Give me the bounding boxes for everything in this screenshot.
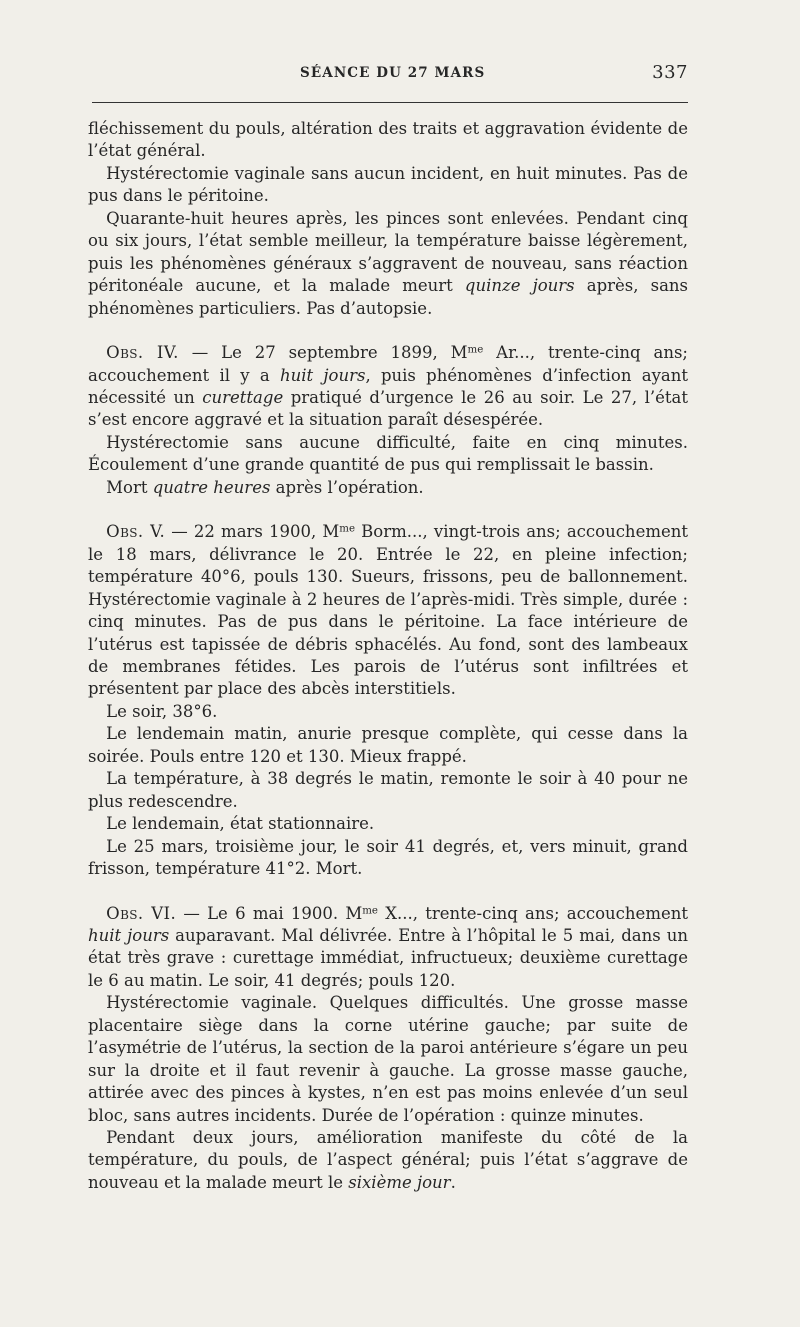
header-rule: [92, 102, 688, 103]
text-run: Le 25 mars, troisième jour, le soir 41 degrés, et, vers minuit, grand frisson, température 41°2. Mort.: [88, 836, 688, 879]
paragraph: [88, 208, 688, 320]
paragraph: [88, 768, 688, 813]
text-run: Le soir, 38°6.: [106, 701, 218, 721]
paragraph: [88, 163, 688, 208]
observation-label: Obs. VI.: [106, 903, 177, 923]
italic-text: huit jours: [88, 925, 170, 945]
text-run: Mort: [106, 477, 153, 497]
italic-text: sixième jour: [348, 1172, 451, 1192]
text-run: après, sans phénomènes particuliers. Pas d’autopsie.: [88, 276, 688, 318]
superscript: me: [362, 904, 378, 916]
italic-text: quinze jours: [464, 276, 575, 296]
text-run: Borm..., vingt-trois ans; accouchement le 18 mars, délivrance le 20. Entrée le 22, en pleine infection; température 40°6, pouls 130. Sueurs, frissons, peu de ballonnement. Hystérectomie vaginale à 2 heures de l’après-midi. Très simple, durée : cinq minutes. Pas de pus dans le péritoine. La face intérieure de l’utérus est tapissée de débris sphacélés. Au fond, sont des lambeaux de membranes fétides. Les parois de l’utérus sont infiltrées et présentent par place des abcès interstitiels.: [88, 522, 688, 699]
observation-paragraph: [88, 342, 688, 432]
text-run: Le lendemain matin, anurie presque complète, qui cesse dans la soirée. Pouls entre 120 et 130. Mieux frappé.: [88, 724, 688, 766]
paragraph: [88, 1127, 688, 1194]
text-run: — 22 mars 1900, M: [165, 522, 340, 542]
page-number: 337: [652, 62, 688, 83]
paragraph: [88, 477, 688, 499]
italic-text: huit jours: [279, 365, 366, 385]
text-run: La température, à 38 degrés le matin, remonte le soir à 40 pour ne plus redescendre.: [88, 769, 688, 811]
paragraph: [88, 701, 688, 723]
observation-label: Obs. IV.: [106, 343, 179, 363]
paragraph: [88, 813, 688, 835]
paragraph: [88, 836, 688, 881]
observation-paragraph: [88, 903, 688, 993]
text-run: fléchissement du pouls, altération des traits et aggravation évidente de l’état général.: [88, 119, 688, 161]
superscript: me: [339, 523, 356, 535]
observation-label: Obs. V.: [106, 522, 166, 542]
text-run: Ar..., trente-cinq ans; accouchement il y a: [88, 343, 688, 385]
page-header: [92, 62, 688, 86]
text-run: Hystérectomie vaginale. Quelques difficultés. Une grosse masse placentaire siège dans la corne utérine gauche; par suite de l’asymétrie de l’utérus, la section de la paroi antérieure s’égare un peu sur la droite et il faut revenir à gauche. La grosse masse gauche, attirée avec des pinces à kystes, n’en est pas moins enlevée d’un seul bloc, sans autres incidents. Durée de l’opération : quinze minutes.: [88, 993, 688, 1125]
paragraph: [88, 992, 688, 1127]
superscript: me: [467, 344, 484, 356]
observation-paragraph: [88, 521, 688, 701]
text-run: Le lendemain, état stationnaire.: [106, 814, 375, 834]
text-run: .: [450, 1172, 456, 1192]
text-run: Hystérectomie vaginale sans aucun incident, en huit minutes. Pas de pus dans le péritoine.: [88, 163, 688, 206]
italic-text: curettage: [202, 387, 284, 407]
text-run: Quarante-huit heures après, les pinces sont enlevées. Pendant cinq ou six jours, l’état semble meilleur, la température baisse légèrement, puis les phénomènes généraux s’aggravent de nouveau, sans réaction péritonéale aucune, et la malade meurt: [88, 208, 688, 296]
text-run: — Le 27 septembre 1899, M: [178, 343, 468, 363]
text-run: Pendant deux jours, amélioration manifeste du côté de la température, du pouls, de l’aspect général; puis l’état s’aggrave de nouveau et la malade meurt le: [88, 1128, 688, 1192]
text-run: , puis phénomènes d’infection ayant nécessité un: [88, 365, 689, 407]
paragraph: [88, 118, 688, 163]
text-run: Hystérectomie sans aucune difficulté, faite en cinq minutes. Écoulement d’une grande quantité de pus qui remplissait le bassin.: [88, 432, 688, 475]
text-run: — Le 6 mai 1900. M: [176, 903, 363, 923]
text-run: X..., trente-cinq ans; accouchement: [377, 903, 688, 923]
italic-text: quatre heures: [152, 477, 271, 497]
text-run: après l’opération.: [270, 477, 424, 497]
text-run: auparavant. Mal délivrée. Entre à l’hôpital le 5 mai, dans un état très grave : curettage immédiat, infructueux; deuxième curettage le 6 au matin. Le soir, 41 degrés; pouls 120.: [88, 925, 688, 990]
text-run: pratiqué d’urgence le 26 au soir. Le 27, l’état s’est encore aggravé et la situation paraît désespérée.: [88, 387, 688, 430]
running-title: SÉANCE DU 27 MARS: [300, 65, 486, 81]
body-text: [88, 118, 688, 1194]
paragraph: [88, 723, 688, 768]
paragraph: [88, 432, 688, 477]
